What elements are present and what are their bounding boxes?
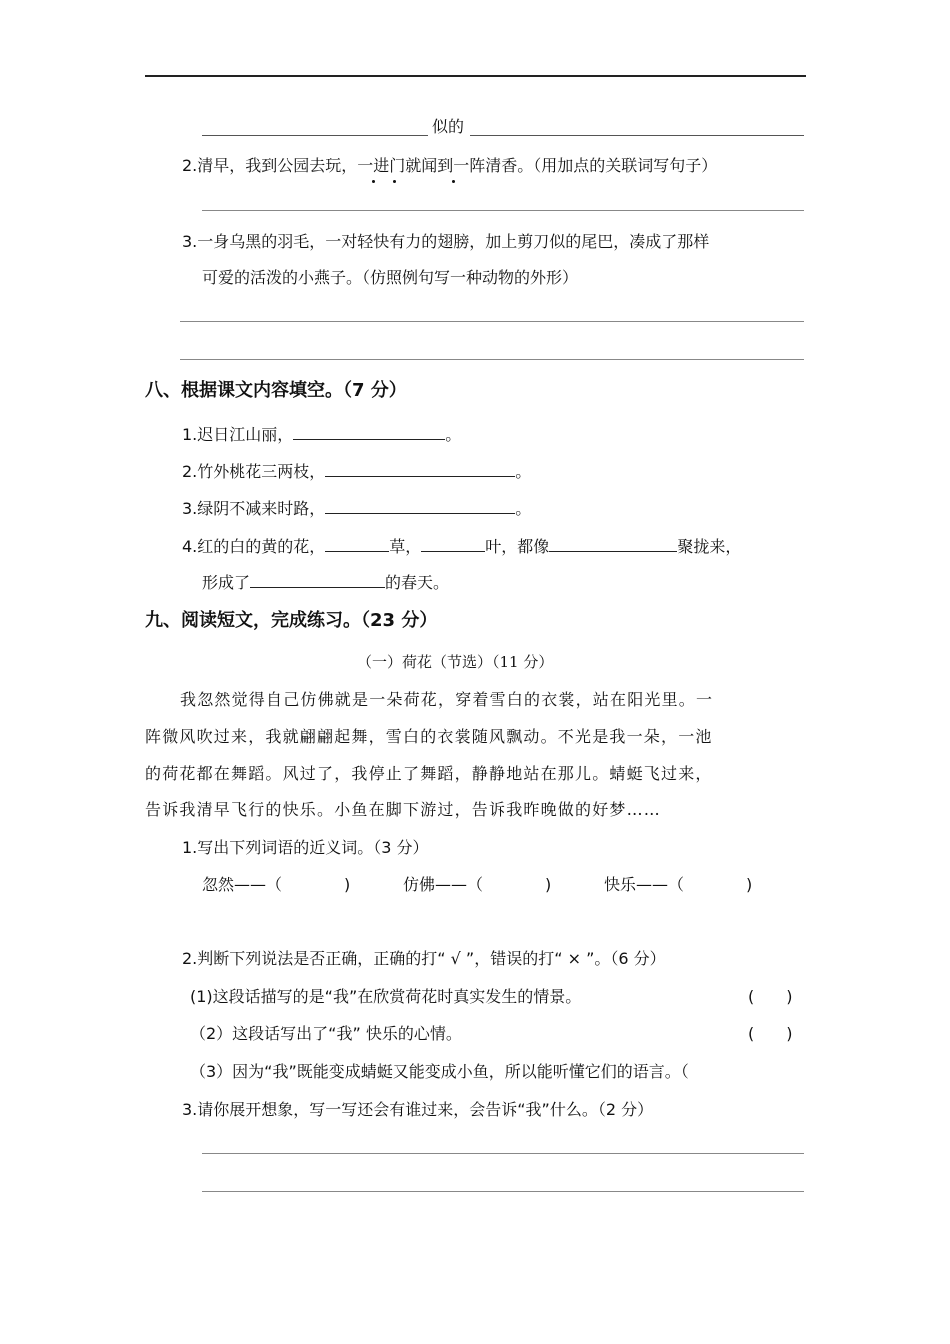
answer-line (202, 1153, 804, 1154)
passage-line: 告诉我清早飞行的快乐。小鱼在脚下游过，告诉我昨晚做的好梦…… (145, 800, 662, 819)
top-rule (145, 75, 806, 77)
fill-blank (325, 535, 389, 552)
q8-item1-end: 。 (445, 425, 462, 444)
q8-item1 (182, 423, 461, 445)
q8-item2 (182, 460, 531, 482)
q8-item2-text: 2.竹外桃花三两枝， (182, 462, 326, 481)
q9-sub2-prompt: 2.判断下列说法是否正确，正确的打“ √ ”，错误的打“ × ”。（6 分） (182, 949, 666, 968)
fill-blank (325, 460, 515, 477)
passage-line: 阵微风吹过来，我就翩翩起舞，雪白的衣裳随风飘动。不光是我一朵，一池 (145, 727, 713, 746)
synonym-word: 快乐——（ (604, 875, 685, 894)
synonym-item (403, 875, 551, 895)
judge-bracket: ( ) (748, 1024, 793, 1043)
judge-bracket: ( ) (748, 987, 793, 1006)
q7-item1-tail: 似的 (432, 117, 465, 136)
answer-line (180, 359, 804, 360)
fill-blank (293, 423, 445, 440)
q9-sub1-prompt: 1.写出下列词语的近义词。（3 分） (182, 838, 429, 857)
emphasis-dot (393, 180, 396, 183)
fill-blank (325, 497, 515, 514)
fill-blank (549, 535, 677, 552)
synonym-item (604, 875, 752, 895)
answer-line (202, 1191, 804, 1192)
answer-line (202, 135, 428, 136)
q8-item4-spring: 的春天。 (385, 573, 450, 592)
q9-sub3-prompt: 3.请你展开想象，写一写还会有谁过来，会告诉“我”什么。（2 分） (182, 1100, 654, 1119)
q8-item2-end: 。 (515, 462, 532, 481)
synonym-word: 仿佛——（ (403, 875, 484, 894)
answer-line (180, 321, 804, 322)
judge-item: （2）这段话写出了“我” 快乐的心情。 (190, 1024, 462, 1043)
synonym-close: ) (545, 875, 552, 894)
passage-line: 我忽然觉得自己仿佛就是一朵荷花，穿着雪白的衣裳，站在阳光里。一 (180, 690, 714, 709)
section-title: （一）荷花（节选）（11 分） (357, 653, 554, 671)
synonym-word: 忽然——（ (202, 875, 283, 894)
judge-item: （3）因为“我”既能变成蜻蜓又能变成小鱼，所以能听懂它们的语言。（ (190, 1062, 689, 1081)
judge-item: (1)这段话描写的是“我”在欣赏荷花时真实发生的情景。 (190, 987, 582, 1006)
q8-item3-end: 。 (515, 499, 532, 518)
emphasis-dot (452, 180, 455, 183)
q8-item4-leaf: 叶，都像 (485, 537, 550, 556)
q8-item3-text: 3.绿阴不减来时路， (182, 499, 326, 518)
q8-item1-text: 1.迟日江山丽， (182, 425, 294, 444)
q8-item4-gather: 聚拢来， (677, 537, 742, 556)
answer-line (202, 210, 804, 211)
synonym-close: ) (344, 875, 351, 894)
q8-item4-formed: 形成了 (202, 573, 251, 592)
q8-item3 (182, 497, 531, 519)
synonym-close: ) (746, 875, 753, 894)
q8-heading: 八、根据课文内容填空。（7 分） (145, 380, 407, 401)
emphasis-dot (372, 180, 375, 183)
fill-blank (421, 535, 485, 552)
q7-item3-line1: 3.一身乌黑的羽毛，一对轻快有力的翅膀，加上剪刀似的尾巴，凑成了那样 (182, 232, 710, 251)
q9-heading: 九、阅读短文，完成练习。（23 分） (145, 610, 438, 631)
fill-blank (250, 571, 385, 588)
q7-item2: 2.清早，我到公园去玩，一进门就闻到一阵清香。（用加点的关联词写句子） (182, 156, 718, 175)
answer-line (470, 135, 804, 136)
passage-line: 的荷花都在舞蹈。风过了，我停止了舞蹈，静静地站在那儿。蜻蜓飞过来， (145, 764, 713, 783)
synonym-item (202, 875, 350, 895)
q8-item4 (182, 535, 741, 557)
q8-item4-cont (202, 571, 449, 593)
q7-item3-line2: 可爱的活泼的小燕子。（仿照例句写一种动物的外形） (202, 268, 579, 287)
q8-item4-grass: 草， (389, 537, 422, 556)
q8-item4-text: 4.红的白的黄的花， (182, 537, 326, 556)
